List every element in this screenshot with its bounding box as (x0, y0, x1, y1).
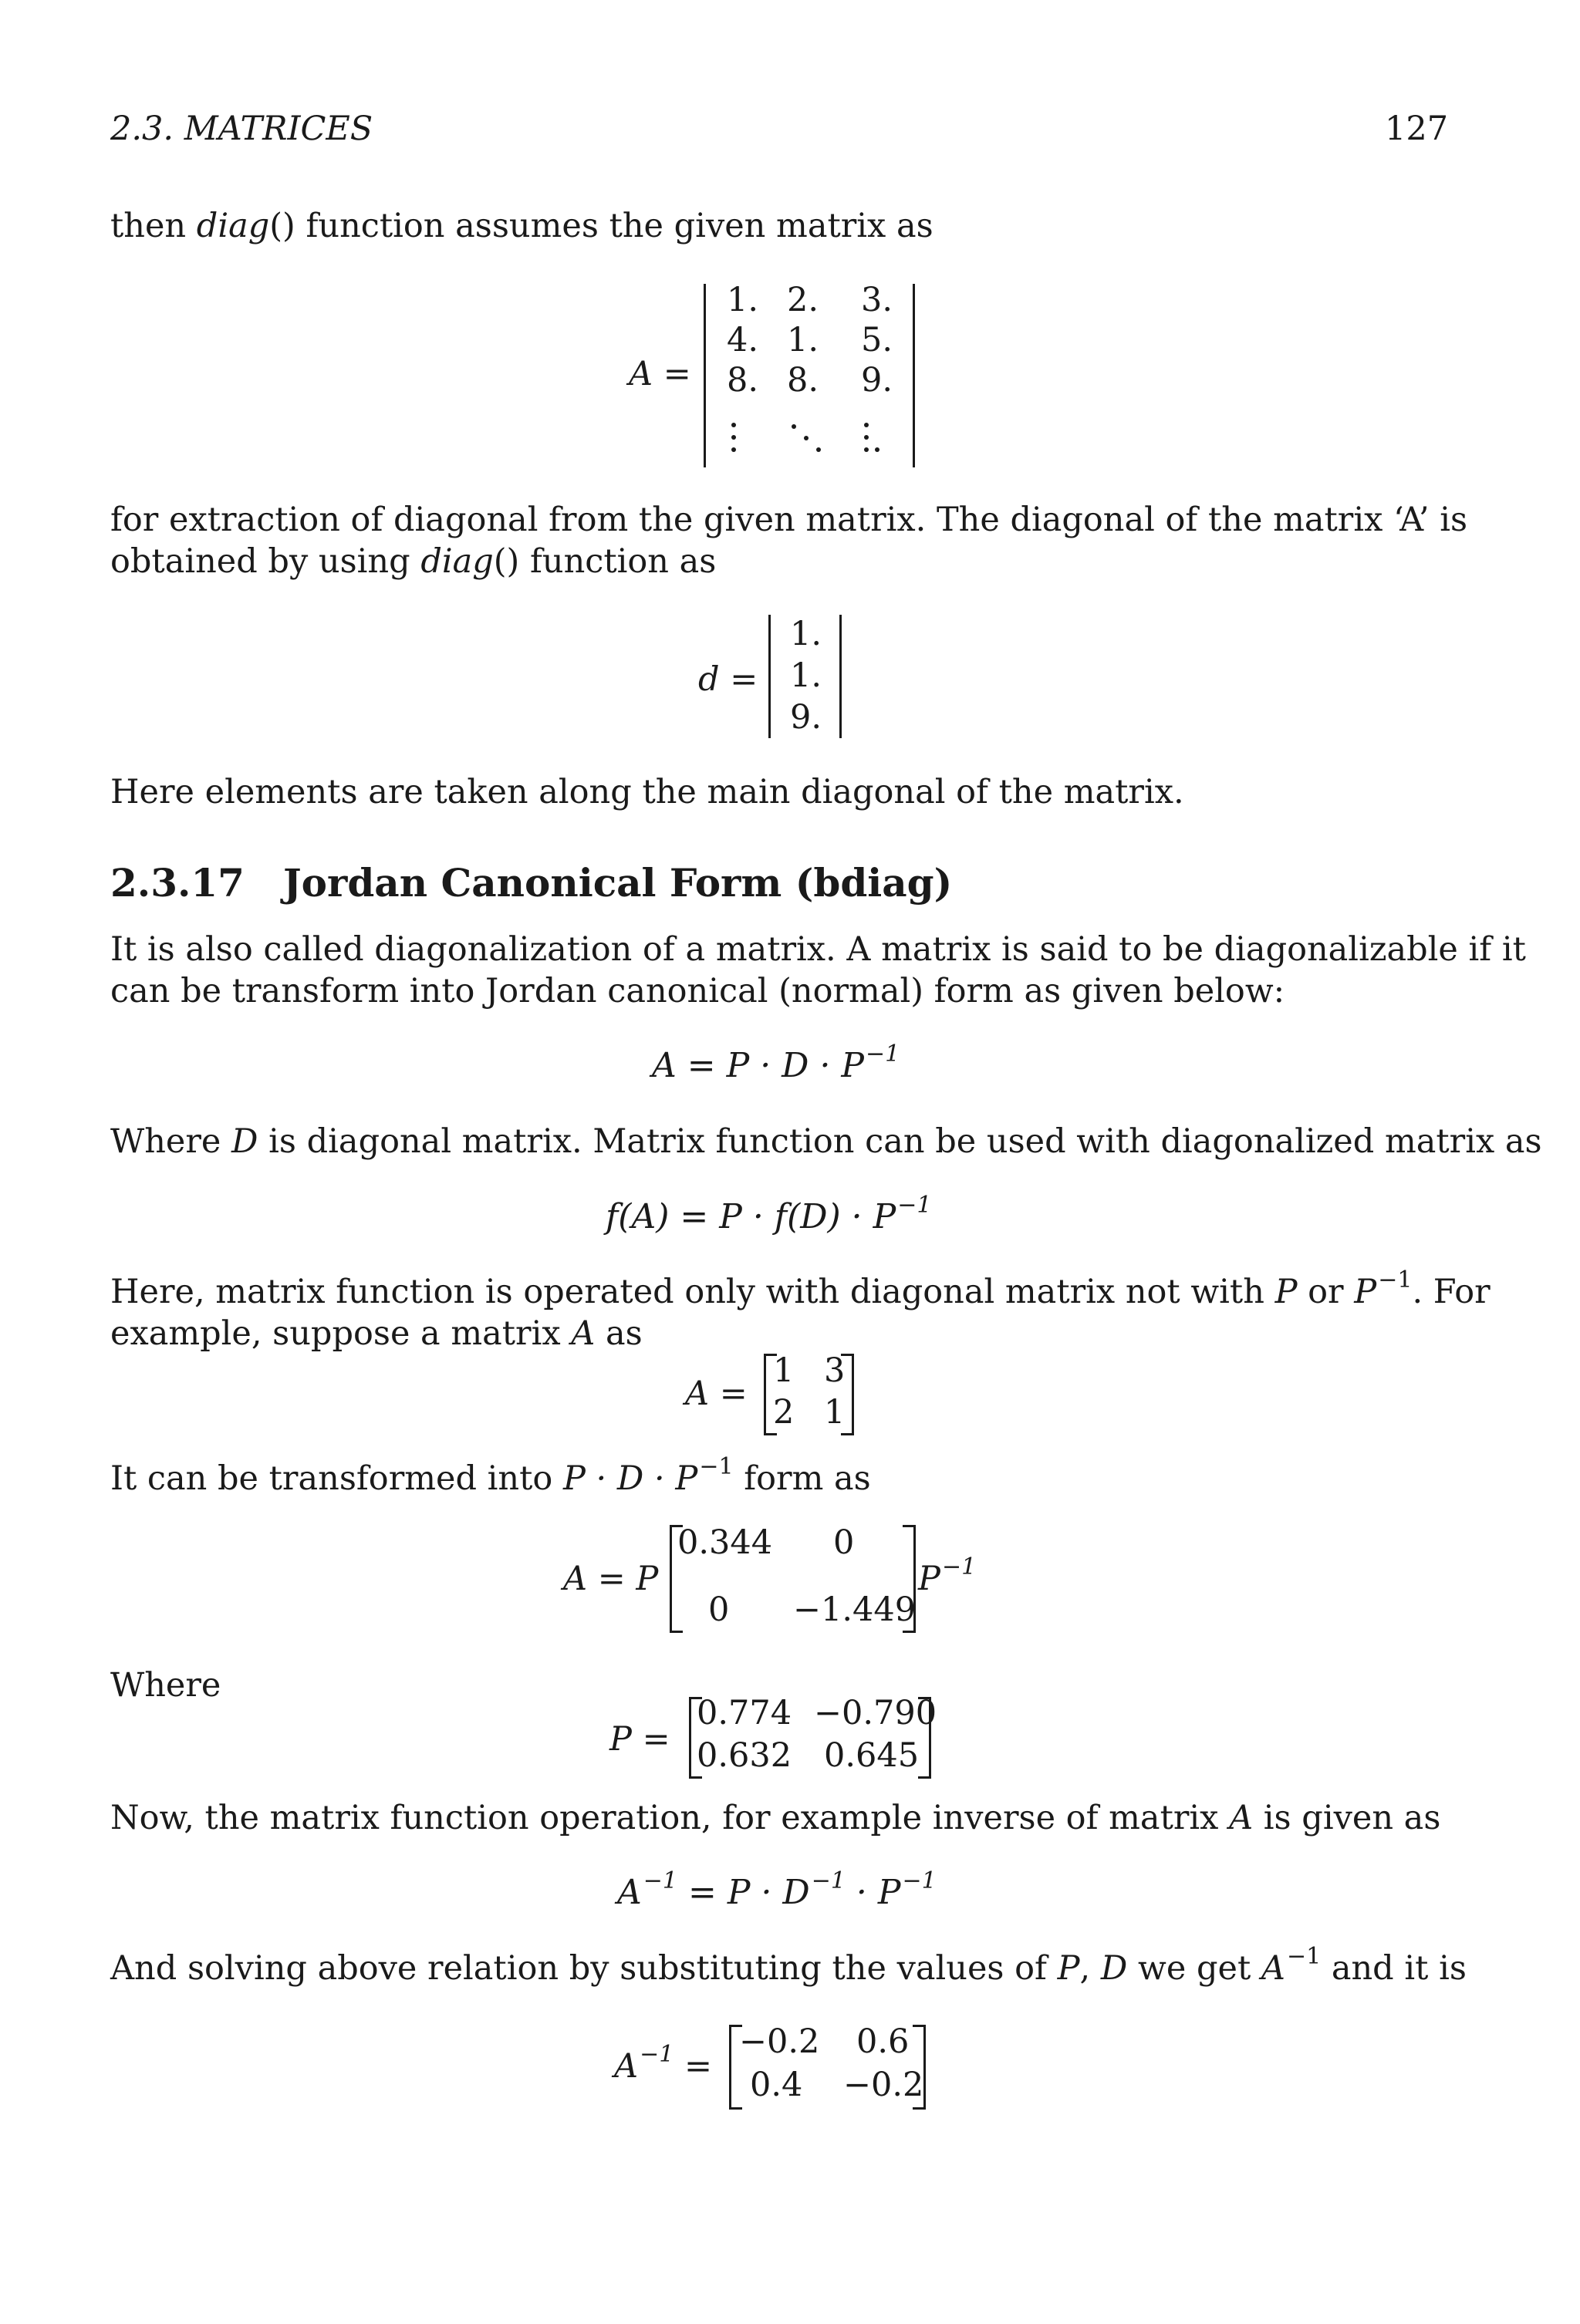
matrix-cell: 0.6 (856, 2022, 910, 2061)
equation-text: f(A) = P · f(D) · P (606, 1197, 896, 1236)
paragraph-operated-line2 (110, 1313, 643, 1354)
text-run: () (493, 542, 520, 581)
function-name: diag (196, 207, 270, 245)
matrix-cell: 0.645 (824, 1736, 920, 1775)
math-var: D (231, 1122, 258, 1161)
matrix-cell: 0 (708, 1590, 730, 1629)
text-run: Where (110, 1122, 232, 1161)
matrix-lhs (614, 2041, 712, 2091)
matrix-cell: 1. (727, 281, 759, 319)
math-var: P (918, 1560, 940, 1598)
matrix-cell: 3 (824, 1351, 846, 1390)
text-run: as (595, 1314, 643, 1353)
matrix-cell: 1 (824, 1393, 846, 1432)
vdots (731, 447, 736, 452)
superscript: −1 (902, 1867, 937, 1894)
matrix-cell: 9. (861, 361, 893, 400)
vdots (731, 423, 736, 427)
text-run: obtained by using (110, 542, 421, 581)
matrix-cell: −0.2 (843, 2066, 924, 2104)
matrix-bar-left (768, 615, 771, 738)
text-run: is diagonal matrix. Matrix function can be used with diagonalized matrix as (258, 1122, 1542, 1161)
math-var: P (1354, 1273, 1377, 1311)
text-run: It can be transformed into (110, 1459, 563, 1498)
text-run: then (110, 207, 197, 245)
superscript: −1 (1378, 1267, 1413, 1294)
vdots (864, 447, 869, 452)
superscript: −1 (897, 1192, 932, 1219)
superscript: −1 (699, 1453, 734, 1480)
matrix-cell: −1.449 (793, 1590, 917, 1629)
matrix-lhs: d = (698, 660, 758, 699)
matrix-cell: 0.344 (677, 1523, 773, 1562)
matrix-bar-left (704, 284, 706, 467)
text-run: , (1079, 1949, 1101, 1988)
paragraph-where-d (110, 1121, 1542, 1162)
math-var: D (1100, 1949, 1128, 1988)
matrix-cell: 0.4 (750, 2066, 803, 2104)
paragraph-transformed (110, 1453, 871, 1503)
matrix-cell: 0 (833, 1523, 855, 1562)
page-number: 127 (1385, 110, 1449, 148)
text-run: or (1297, 1273, 1355, 1311)
equation-text: A = P · D · P (652, 1046, 865, 1085)
text-run: function as (519, 542, 717, 581)
text-run: Here, matrix function is operated only with diagonal matrix not with (110, 1273, 1275, 1311)
matrix-cell: 9. (790, 698, 822, 737)
matrix-cell: −0.2 (739, 2022, 820, 2061)
matrix-cell: 1. (787, 321, 819, 359)
paragraph-operated-line1 (110, 1267, 1491, 1317)
paragraph-main-diagonal: Here elements are taken along the main diagonal of the matrix. (110, 773, 1184, 811)
text-run: form as (733, 1459, 871, 1498)
matrix-cell: 8. (727, 361, 759, 400)
matrix-cell: 0.774 (697, 1694, 792, 1732)
matrix-cell: 8. (787, 361, 819, 400)
text-run: . For (1412, 1273, 1491, 1311)
matrix-lhs: A = P (563, 1560, 659, 1598)
text-run: And solving above relation by substituting the values of (110, 1949, 1058, 1988)
superscript: −1 (640, 2041, 674, 2068)
superscript: −1 (1286, 1943, 1322, 1970)
paragraph-intro (110, 205, 933, 247)
superscript: −1 (866, 1041, 900, 1068)
equation-text: = P · D (677, 1873, 810, 1912)
vdots (731, 435, 736, 440)
paragraph-jordan-line1: It is also called diagonalization of a matrix. A matrix is said to be diagonalizable if it (110, 930, 1526, 969)
text-run: Now, the matrix function operation, for example inverse of matrix (110, 1799, 1230, 1837)
ddots (792, 424, 796, 429)
equation-matrix-function (606, 1192, 932, 1242)
math-var: A (1261, 1949, 1285, 1988)
matrix-lhs: A = (685, 1374, 748, 1413)
function-name: diag (420, 542, 494, 581)
equation-jordan-form (652, 1041, 900, 1091)
vdots (875, 447, 879, 452)
matrix-cell: −0.790 (814, 1694, 937, 1732)
math-var: A (614, 2047, 639, 2086)
matrix-cell: 4. (727, 321, 759, 359)
paragraph-inverse (110, 1797, 1440, 1839)
math-var: A (1229, 1799, 1254, 1837)
ddots (804, 436, 809, 440)
superscript: −1 (643, 1867, 678, 1894)
matrix-rhs (918, 1553, 977, 1604)
superscript: −1 (811, 1867, 846, 1894)
paragraph-solving (110, 1943, 1467, 1993)
section-heading (110, 860, 952, 906)
paragraph-diagonal-line1: for extraction of diagonal from the given matrix. The diagonal of the matrix ‘A’ is (110, 501, 1468, 539)
matrix-cell: 2. (787, 281, 819, 319)
section-number: 2.3.17 (110, 860, 245, 906)
math-var: P (1274, 1273, 1298, 1311)
ddots (816, 447, 821, 452)
text-run: example, suppose a matrix (110, 1314, 572, 1353)
matrix-cell: 2 (773, 1393, 795, 1432)
vdots (864, 423, 869, 427)
equation-text: · P (845, 1873, 901, 1912)
paragraph-jordan-line2: can be transform into Jordan canonical (normal) form as given below: (110, 972, 1285, 1010)
matrix-cell: 1 (773, 1351, 795, 1390)
matrix-cell: 1. (790, 615, 822, 653)
vdots (864, 435, 869, 440)
paragraph-where: Where (110, 1666, 221, 1705)
section-title: Jordan Canonical Form (bdiag) (282, 860, 953, 906)
math-var: P (1057, 1949, 1080, 1988)
matrix-bar-right (913, 284, 915, 467)
equation-inverse (617, 1867, 937, 1918)
equals-sign: = (674, 2047, 712, 2086)
text-run: we get (1127, 1949, 1261, 1988)
text-run: is given as (1253, 1799, 1441, 1837)
matrix-cell: 5. (861, 321, 893, 359)
matrix-cell: 1. (790, 656, 822, 695)
paragraph-diagonal-line2 (110, 541, 716, 582)
running-header-section: 2.3. MATRICES (110, 110, 373, 148)
matrix-lhs: P = (609, 1720, 670, 1759)
matrix-bar-right (839, 615, 842, 738)
matrix-cell: 0.632 (697, 1736, 792, 1775)
text-run: function assumes the given matrix as (295, 207, 933, 245)
matrix-cell: 3. (861, 281, 893, 319)
text-run: () (269, 207, 295, 245)
equation-text: A (617, 1873, 642, 1912)
math-expr: P · D · P (562, 1459, 698, 1498)
text-run: and it is (1321, 1949, 1467, 1988)
math-var: A (571, 1314, 596, 1353)
matrix-lhs: A = (629, 355, 691, 393)
superscript: −1 (941, 1553, 977, 1580)
